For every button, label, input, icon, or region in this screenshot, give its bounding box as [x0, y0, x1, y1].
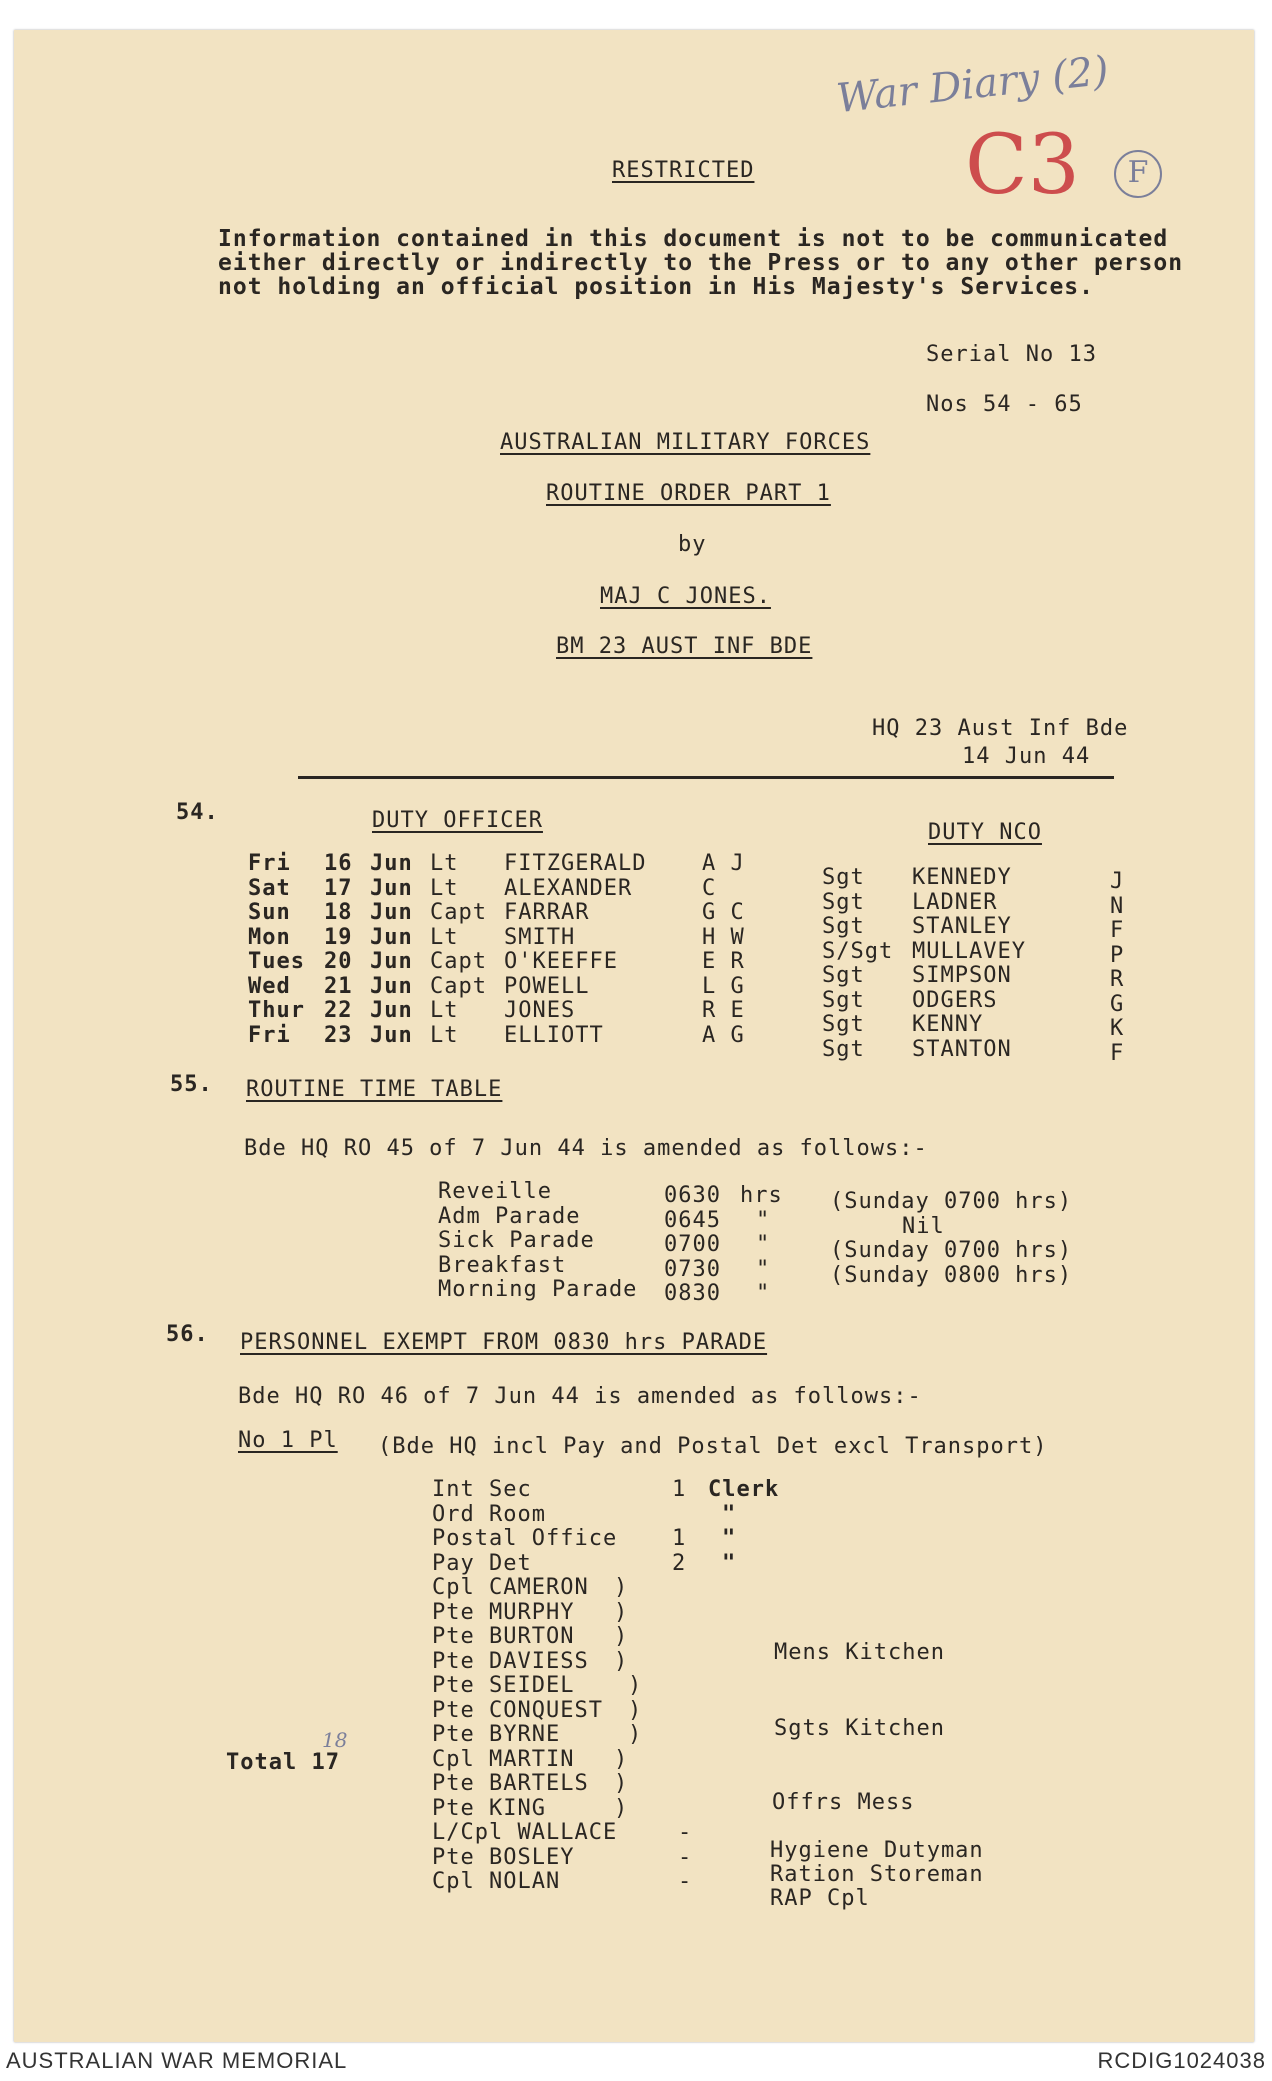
- duty-date: 20: [324, 949, 353, 974]
- duty-nco-rank: Sgt: [822, 963, 865, 988]
- timetable-time: 0630: [664, 1183, 721, 1208]
- duty-officer-initials: E R: [702, 949, 745, 974]
- serial-number: Serial No 13: [926, 342, 1097, 367]
- exempt-count: 1: [672, 1477, 687, 1502]
- exempt-count: -: [678, 1869, 693, 1894]
- timetable-time: 0700: [664, 1232, 721, 1257]
- duty-nco-name: KENNEDY: [912, 865, 1012, 890]
- group-ration-storeman: Ration Storeman: [770, 1862, 984, 1887]
- duty-rank: Capt: [430, 973, 487, 999]
- duty-officer-name: SMITH: [504, 924, 576, 950]
- duty-day: Sun: [248, 900, 291, 925]
- timetable-unit: hrs: [740, 1183, 783, 1208]
- duty-rank: Lt: [430, 998, 459, 1023]
- duty-officer-initials: C: [702, 875, 717, 901]
- duty-date: 19: [324, 924, 353, 950]
- section-54-number: 54.: [176, 800, 219, 825]
- exempt-name: Pte BURTON: [432, 1624, 575, 1649]
- duty-officer-initials: R E: [702, 998, 745, 1023]
- duty-date-column: [324, 852, 353, 1048]
- exempt-name: Postal Office: [432, 1526, 618, 1551]
- duty-officer-name: O'KEEFFE: [504, 949, 618, 974]
- section-55-number: 55.: [170, 1072, 213, 1097]
- duty-rank: Lt: [430, 1022, 459, 1048]
- timetable-note: (Sunday 0700 hrs): [830, 1238, 1073, 1263]
- group-mens-kitchen: Mens Kitchen: [774, 1640, 945, 1665]
- exempt-name: Pte MURPHY: [432, 1599, 575, 1625]
- timetable-note: Nil: [902, 1213, 945, 1239]
- duty-date: 22: [324, 998, 353, 1023]
- exempt-role: Clerk: [708, 1477, 780, 1502]
- duty-month-column: [370, 852, 413, 1048]
- duty-date: 17: [324, 875, 353, 901]
- duty-nco-rank: Sgt: [822, 1012, 865, 1037]
- exempt-name: Pte DAVIESS: [432, 1648, 589, 1674]
- exempt-count: -: [678, 1844, 693, 1870]
- timetable-label: Morning Parade: [438, 1277, 638, 1302]
- duty-nco-name: STANTON: [912, 1036, 1012, 1062]
- duty-nco-rank: Sgt: [822, 914, 865, 939]
- exempt-count: ): [614, 1771, 629, 1796]
- exempt-name: Pte SEIDEL: [432, 1673, 575, 1698]
- timetable-time-column: [664, 1184, 721, 1307]
- war-diary-annotation: War Diary (2): [834, 47, 1111, 123]
- timetable-note: (Sunday 0800 hrs): [830, 1262, 1073, 1288]
- exempt-name: Pte BOSLEY: [432, 1844, 575, 1870]
- duty-nco-initial: R: [1110, 967, 1125, 992]
- hq-date: 14 Jun 44: [962, 744, 1091, 769]
- officer-appointment: BM 23 AUST INF BDE: [556, 634, 813, 659]
- exempt-name: Cpl CAMERON: [432, 1575, 589, 1600]
- duty-officer-name: JONES: [504, 998, 576, 1023]
- timetable-unit: ": [756, 1232, 771, 1257]
- exempt-name: Cpl MARTIN: [432, 1746, 575, 1772]
- by-label: by: [678, 532, 707, 557]
- duty-nco-name: MULLAVEY: [912, 938, 1026, 964]
- exempt-count: [614, 1503, 692, 1528]
- duty-officer-initials: A J: [702, 851, 745, 876]
- platoon-label: No 1 Pl: [238, 1428, 338, 1453]
- exempt-count: -: [678, 1820, 693, 1845]
- duty-nco-name-column: [912, 866, 1026, 1062]
- timetable-label-column: [438, 1180, 637, 1303]
- duty-nco-rank: Sgt: [822, 987, 865, 1013]
- exempt-name: Int Sec: [432, 1477, 532, 1502]
- footer-source: AUSTRALIAN WAR MEMORIAL: [6, 2048, 348, 2073]
- duty-date: 21: [324, 973, 353, 999]
- duty-rank-column: [430, 852, 487, 1048]
- duty-nco-initial: G: [1110, 991, 1125, 1017]
- duty-officer-name-column: [504, 852, 646, 1048]
- duty-nco-name: SIMPSON: [912, 963, 1012, 988]
- timetable-note-column: [830, 1190, 1072, 1313]
- order-title: ROUTINE ORDER PART 1: [546, 481, 831, 506]
- duty-officer-initials: L G: [702, 973, 745, 999]
- duty-officer-name: POWELL: [504, 973, 590, 999]
- duty-officer-initials-column: [702, 852, 745, 1048]
- personnel-exempt-heading: PERSONNEL EXEMPT FROM 0830 hrs PARADE: [240, 1330, 768, 1355]
- total-count: Total 17: [226, 1750, 340, 1775]
- duty-nco-initial: N: [1110, 893, 1125, 919]
- exempt-name: Cpl NOLAN: [432, 1869, 561, 1894]
- duty-officer-initials: G C: [702, 900, 745, 925]
- timetable-time: 0830: [664, 1281, 721, 1306]
- group-sgts-kitchen: Sgts Kitchen: [774, 1716, 945, 1741]
- duty-rank: Capt: [430, 900, 487, 925]
- exempt-count: ): [628, 1722, 643, 1747]
- timetable-unit: ": [756, 1207, 771, 1233]
- duty-month: Jun: [370, 1022, 413, 1048]
- platoon-note: (Bde HQ incl Pay and Postal Det excl Transport): [378, 1434, 1048, 1459]
- duty-nco-rank: Sgt: [822, 865, 865, 890]
- duty-month: Jun: [370, 924, 413, 950]
- duty-nco-name: ODGERS: [912, 987, 998, 1013]
- duty-officer-name: ELLIOTT: [504, 1022, 604, 1048]
- duty-officer-initials: A G: [702, 1022, 745, 1048]
- timetable-label: Sick Parade: [438, 1228, 595, 1253]
- duty-officer-heading: DUTY OFFICER: [372, 808, 543, 833]
- duty-month: Jun: [370, 900, 413, 925]
- exempt-count: ): [614, 1624, 629, 1649]
- duty-officer-name: ALEXANDER: [504, 875, 633, 901]
- duty-month: Jun: [370, 998, 413, 1023]
- exempt-role: ": [722, 1526, 737, 1551]
- exempt-count: ): [614, 1599, 629, 1625]
- footer-reference: RCDIG1024038: [1097, 2048, 1266, 2073]
- exempt-count-column: [614, 1478, 692, 1895]
- exempt-name: L/Cpl WALLACE: [432, 1820, 618, 1845]
- duty-month: Jun: [370, 949, 413, 974]
- timetable-unit: ": [756, 1281, 771, 1306]
- duty-day: Fri: [248, 851, 291, 876]
- routine-time-table-heading: ROUTINE TIME TABLE: [246, 1077, 503, 1102]
- duty-nco-initial: J: [1110, 869, 1125, 894]
- duty-nco-name: KENNY: [912, 1012, 984, 1037]
- duty-date: 18: [324, 900, 353, 925]
- duty-rank: Lt: [430, 875, 459, 901]
- duty-day: Sat: [248, 875, 291, 901]
- notice-line-1: Information contained in this document is not to be communicated: [218, 226, 1169, 252]
- exempt-role-column: [708, 1478, 779, 1576]
- duty-officer-name: FARRAR: [504, 900, 590, 925]
- duty-nco-name: LADNER: [912, 889, 998, 915]
- timetable-time: 0645: [664, 1207, 721, 1233]
- duty-rank: Capt: [430, 949, 487, 974]
- exempt-name: Pte BYRNE: [432, 1722, 561, 1747]
- total-correction-annotation: 18: [322, 1728, 348, 1752]
- exempt-count: ): [628, 1697, 643, 1723]
- notice-line-3: not holding an official position in His Majesty's Services.: [218, 274, 1094, 300]
- exempt-count: ): [614, 1575, 629, 1600]
- exempt-name: Pay Det: [432, 1550, 532, 1576]
- duty-rank: Lt: [430, 851, 459, 876]
- exempt-name: Pte CONQUEST: [432, 1697, 603, 1723]
- duty-nco-rank: Sgt: [822, 889, 865, 915]
- exempt-count: ): [614, 1746, 629, 1772]
- order-numbers: Nos 54 - 65: [926, 392, 1083, 417]
- duty-day: Fri: [248, 1022, 291, 1048]
- duty-nco-name: STANLEY: [912, 914, 1012, 939]
- c3-annotation: C3: [965, 118, 1080, 213]
- duty-month: Jun: [370, 851, 413, 876]
- timetable-unit: ": [756, 1256, 771, 1282]
- exempt-count: 1: [672, 1526, 687, 1551]
- duty-nco-initial: K: [1110, 1016, 1125, 1041]
- exempt-name: Pte KING: [432, 1795, 546, 1821]
- exempt-name: Ord Room: [432, 1501, 546, 1527]
- section-56-intro: Bde HQ RO 46 of 7 Jun 44 is amended as follows:-: [238, 1384, 922, 1409]
- timetable-label: Adm Parade: [438, 1203, 581, 1229]
- f-circle-annotation: F: [1114, 150, 1162, 198]
- section-56-number: 56.: [166, 1322, 209, 1347]
- duty-day: Mon: [248, 924, 291, 950]
- restricted-heading: RESTRICTED: [612, 158, 755, 183]
- duty-day-column: [248, 852, 305, 1048]
- duty-nco-rank: Sgt: [822, 1036, 865, 1062]
- force-heading: AUSTRALIAN MILITARY FORCES: [500, 430, 871, 455]
- timetable-note: (Sunday 0700 hrs): [830, 1189, 1073, 1214]
- duty-day: Wed: [248, 973, 291, 999]
- group-rap-cpl: RAP Cpl: [770, 1886, 870, 1911]
- duty-date: 16: [324, 851, 353, 876]
- duty-officer-initials: H W: [702, 924, 745, 950]
- exempt-count: ): [628, 1673, 643, 1698]
- officer-name: MAJ C JONES.: [600, 584, 771, 609]
- duty-date: 23: [324, 1022, 353, 1048]
- notice-line-2: either directly or indirectly to the Press or to any other person: [218, 250, 1184, 276]
- duty-rank: Lt: [430, 924, 459, 950]
- group-offrs-mess: Offrs Mess: [772, 1790, 915, 1815]
- exempt-role: ": [722, 1550, 737, 1576]
- timetable-unit-column: [740, 1184, 783, 1307]
- duty-month: Jun: [370, 973, 413, 999]
- duty-month: Jun: [370, 875, 413, 901]
- duty-nco-initial-column: [1110, 870, 1124, 1066]
- exempt-name-column: [432, 1478, 617, 1895]
- duty-nco-initial: P: [1110, 942, 1125, 968]
- timetable-note: [830, 1288, 1072, 1313]
- timetable-label: Reveille: [438, 1179, 552, 1204]
- duty-nco-initial: F: [1110, 918, 1125, 943]
- group-hygiene-dutyman: Hygiene Dutyman: [770, 1838, 984, 1863]
- header-divider: [298, 776, 1114, 779]
- exempt-count: 2: [672, 1550, 687, 1576]
- duty-day: Thur: [248, 998, 305, 1023]
- exempt-count: ): [614, 1648, 629, 1674]
- duty-nco-rank-column: [822, 866, 893, 1062]
- timetable-label: Breakfast: [438, 1252, 567, 1278]
- exempt-role: ": [722, 1501, 737, 1527]
- duty-nco-rank: S/Sgt: [822, 938, 894, 964]
- duty-day: Tues: [248, 949, 305, 974]
- duty-nco-initial: F: [1110, 1040, 1125, 1066]
- exempt-name: Pte BARTELS: [432, 1771, 589, 1796]
- duty-nco-heading: DUTY NCO: [928, 820, 1042, 845]
- exempt-count: ): [614, 1795, 629, 1821]
- section-55-intro: Bde HQ RO 45 of 7 Jun 44 is amended as follows:-: [244, 1136, 928, 1161]
- duty-officer-name: FITZGERALD: [504, 851, 647, 876]
- timetable-time: 0730: [664, 1256, 721, 1282]
- hq-label: HQ 23 Aust Inf Bde: [872, 716, 1129, 741]
